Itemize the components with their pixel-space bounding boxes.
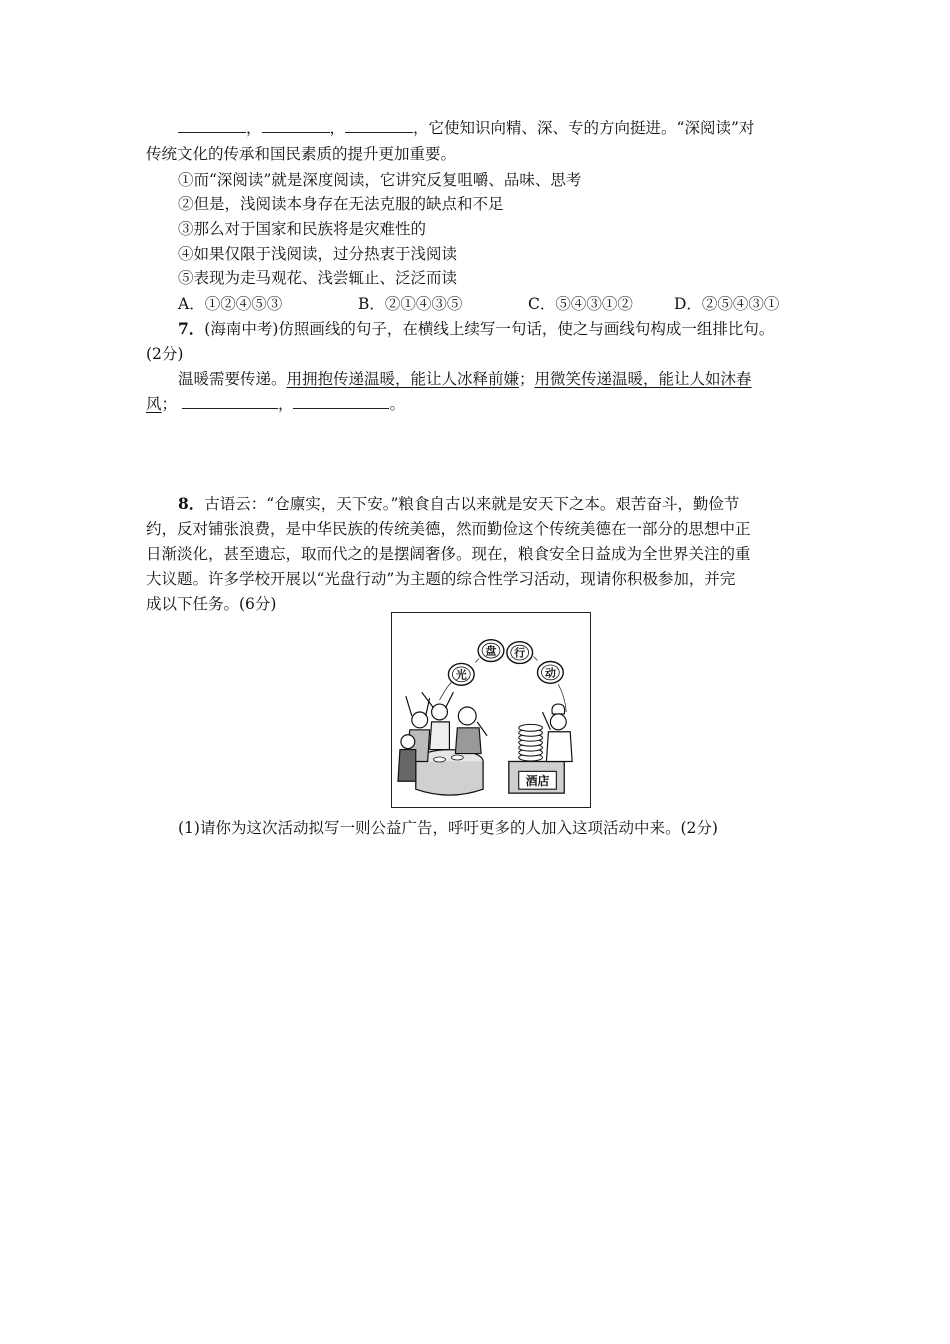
restaurant-sign-text: 酒店 — [525, 774, 550, 789]
q7-passage-line-2: 风； ， 。 — [146, 395, 405, 413]
q6-stem-line-2: 传统文化的传承和国民素质的提升更加重要。 — [146, 145, 457, 163]
guangpan-cartoon — [391, 612, 591, 808]
plate-stack — [519, 724, 543, 761]
answer-blank-1[interactable] — [178, 118, 246, 133]
q6-sentence-1: ①而“深阅读”就是深度阅读，它讲究反复咀嚼、品味、思考 — [178, 171, 582, 189]
q8-line-1: 8．古语云：“仓廪实，天下安。”粮食自古以来就是安天下之本。艰苦奋斗，勤俭节 — [178, 494, 740, 513]
q6-sentence-3: ③那么对于国家和民族将是灾难性的 — [178, 220, 427, 238]
q7-answer-blank-1[interactable] — [182, 394, 278, 409]
plate-char-2: 盘 — [485, 644, 497, 658]
q7-stem — [178, 319, 774, 339]
q8-number: 8． — [178, 494, 205, 513]
q7-score: (2分) — [146, 345, 184, 363]
q7-intro: (海南中考)仿照画线的句子，在横线上续写一句话，使之与画线句构成一组排比句。 — [204, 320, 775, 338]
option-a[interactable]: A．①②④⑤③ — [178, 295, 283, 313]
plate-char-4: 动 — [544, 666, 556, 680]
q7-passage-line-1: 温暖需要传递。用拥抱传递温暖，能让人冰释前嫌；用微笑传递温暖，能让人如沐春 — [178, 370, 752, 388]
option-c[interactable]: C．⑤④③①② — [528, 295, 633, 313]
q8-line-5: 成以下任务。(6分) — [146, 595, 277, 613]
plate-char-3: 行 — [514, 646, 526, 660]
underlined-sentence-1: 用拥抱传递温暖，能让人冰释前嫌 — [286, 370, 520, 388]
cartoon-drawing — [392, 613, 590, 807]
q8-line-2: 约，反对铺张浪费，是中华民族的传统美德，然而勤俭这个传统美德在一部分的思想中正 — [146, 520, 751, 538]
option-b[interactable]: B．②①④③⑤ — [358, 295, 463, 313]
answer-blank-3[interactable] — [345, 118, 413, 133]
q6-sentence-5: ⑤表现为走马观花、浅尝辄止、泛泛而读 — [178, 269, 458, 287]
q7-answer-blank-2[interactable] — [293, 394, 389, 409]
q8-line-3: 日渐淡化，甚至遗忘，取而代之的是摆阔奢侈。现在，粮食安全日益成为全世界关注的重 — [146, 545, 751, 563]
diner-head-3 — [458, 707, 476, 725]
q8-line-4: 大议题。许多学校开展以“光盘行动”为主题的综合性学习活动，现请你积极参加，并完 — [146, 570, 736, 588]
q8-subquestion-1: (1)请你为这次活动拟写一则公益广告，呼吁更多的人加入这项活动中来。(2分) — [178, 819, 718, 837]
q6-options — [178, 294, 818, 314]
chef — [542, 704, 572, 761]
q6-stem-text: ，它使知识向精、深、专的方向挺进。“深阅读”对 — [413, 119, 755, 137]
q6-stem-line-1: ， ， ，它使知识向精、深、专的方向挺进。“深阅读”对 — [178, 118, 754, 138]
chef-head — [550, 714, 566, 730]
chef-hat — [552, 704, 565, 714]
q6-sentence-4: ④如果仅限于浅阅读，过分热衷于浅阅读 — [178, 245, 458, 263]
q7-lead: 温暖需要传递。 — [178, 370, 287, 388]
diner-head-4 — [401, 735, 415, 749]
q7-number: 7． — [178, 319, 205, 338]
diner-head-1 — [412, 712, 428, 728]
diner-head-2 — [432, 704, 448, 720]
answer-blank-2[interactable] — [262, 118, 330, 133]
plate-char-1: 光 — [455, 668, 467, 682]
underlined-sentence-2: 用微笑传递温暖，能让人如沐春 — [534, 370, 752, 388]
q6-sentence-2: ②但是，浅阅读本身存在无法克服的缺点和不足 — [178, 195, 504, 213]
underlined-sentence-2-end: 风 — [146, 395, 162, 413]
option-d[interactable]: D．②⑤④③① — [674, 295, 780, 313]
